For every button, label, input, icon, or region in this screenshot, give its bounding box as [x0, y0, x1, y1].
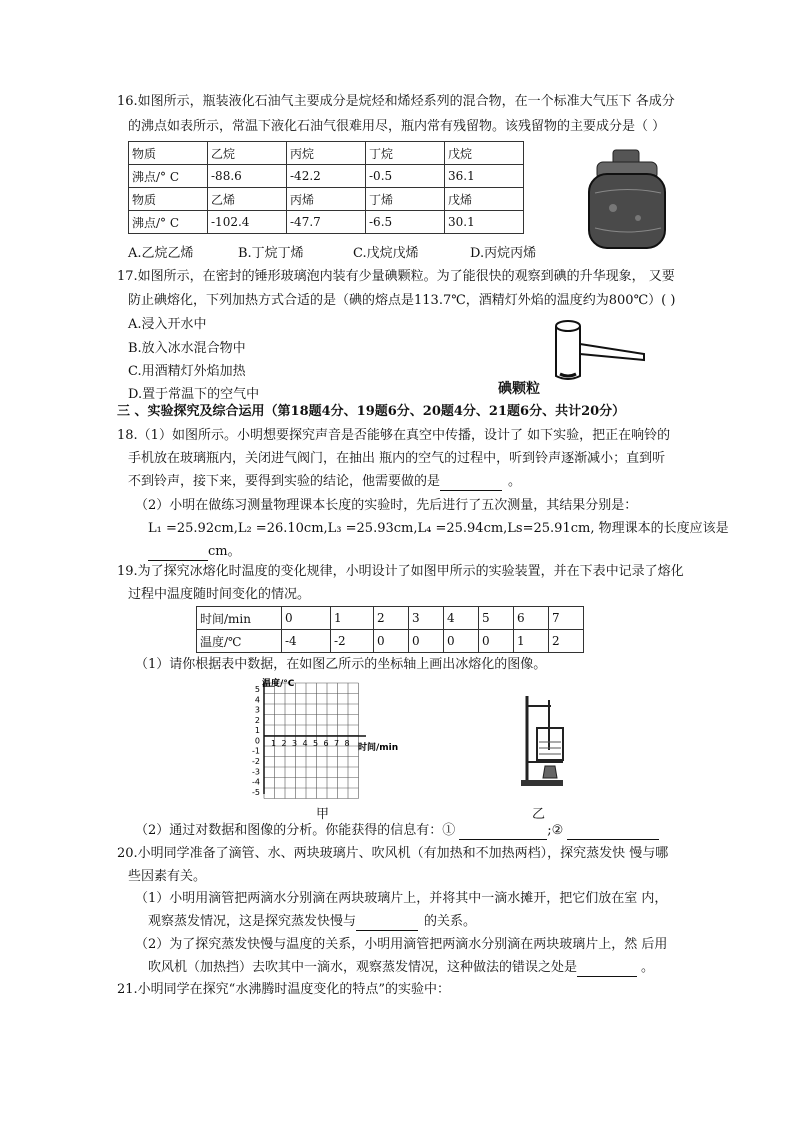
table-cell: 36.1 [445, 165, 524, 188]
table-cell: 物质 [129, 142, 208, 165]
q18-line3-end: 。 [508, 474, 522, 489]
table-cell: 1 [331, 607, 374, 630]
y-tick-label: 4 [254, 695, 260, 705]
table-cell: 0 [374, 630, 409, 653]
table-cell: 4 [444, 607, 479, 630]
table-cell: -88.6 [208, 165, 287, 188]
table-cell: -102.4 [208, 211, 287, 234]
gas-cylinder-image [583, 148, 673, 256]
table-cell: 3 [409, 607, 444, 630]
q20-part1-end: 的关系。 [424, 914, 477, 929]
answer-blank[interactable] [567, 839, 659, 840]
iodine-bulb-image [540, 318, 650, 384]
q19-part2 [135, 822, 659, 840]
q16-line2: 的沸点如表所示，常温下液化石油气很难用尽，瓶内常有残留物。该残留物的主要成分是（ ） [128, 119, 666, 134]
q20-part2-line1: （2）为了探究蒸发快慢与温度的关系，小明用滴管把两滴水分别滴在两块玻璃片上，然 后用 [135, 937, 668, 952]
table-cell: 0 [479, 630, 514, 653]
answer-blank[interactable] [440, 490, 502, 491]
answer-blank[interactable] [459, 839, 547, 840]
iodine-label: 碘颗粒 [498, 381, 540, 397]
table-cell: 乙烷 [208, 142, 287, 165]
q16-option-d: D.丙烷丙烯 [470, 246, 537, 261]
q18-unit: cm。 [208, 544, 241, 559]
q20-part1-line2 [148, 913, 476, 931]
y-tick-label: 5 [254, 685, 260, 694]
q19-part2-sep: ;② [547, 823, 564, 838]
table-cell: 0 [282, 607, 331, 630]
answer-blank[interactable] [148, 560, 208, 561]
x-tick-label: 2 [281, 739, 287, 748]
y-tick-label: -1 [252, 746, 260, 756]
x-tick-label: 3 [291, 739, 298, 748]
q16-option-b: B.丁烷丁烯 [238, 246, 304, 261]
boiling-point-table [128, 141, 524, 234]
table-cell: 0 [444, 630, 479, 653]
graph-x-label: 时间/min [358, 743, 399, 753]
q18-part2-line2: L₁ =25.92cm,L₂ =26.10cm,L₃ =25.93cm,L₄ =25.94cm,Ls=25.91cm, 物理课本的长度应该是 [148, 521, 729, 536]
table-cell: 戊烷 [445, 142, 524, 165]
q20-part2-text: 吹风机（加热挡）去吹其中一滴水，观察蒸发情况，这种做法的错误之处是 [148, 960, 578, 975]
q18-part2-line1: （2）小明在做练习测量物理课本长度的实验时，先后进行了五次测量，其结果分别是： [135, 498, 638, 513]
graph-y-label: 温度/°C [262, 679, 295, 689]
melting-apparatus-image [515, 692, 575, 788]
q20-part2-line2 [148, 959, 654, 977]
y-tick-label: 1 [254, 726, 260, 736]
table-cell: 丙烷 [287, 142, 366, 165]
table-row [129, 211, 524, 234]
q17-line1: 17.如图所示，在密封的锤形玻璃泡内装有少量碘颗粒。为了能很快的观察到碘的升华现象， 又要 [117, 269, 675, 284]
x-tick-label: 7 [333, 739, 340, 748]
q19-line2: 过程中温度随时间变化的情况。 [128, 587, 311, 602]
q16-option-c: C.戊烷戊烯 [353, 246, 419, 261]
table-header: 时间/min [197, 607, 282, 630]
table-cell: -2 [331, 630, 374, 653]
table-cell: 丁烷 [366, 142, 445, 165]
q20-part1-text: 观察蒸发情况，这是探究蒸发快慢与 [148, 914, 357, 929]
q17-option-d: D.置于常温下的空气中 [128, 387, 260, 402]
table-row [129, 142, 524, 165]
table-cell: 5 [479, 607, 514, 630]
y-tick-label: -5 [252, 787, 260, 797]
table-header: 温度/℃ [197, 630, 282, 653]
y-tick-label: -3 [252, 767, 260, 777]
table-cell: -4 [282, 630, 331, 653]
table-cell: 2 [374, 607, 409, 630]
caption-yi: 乙 [532, 807, 546, 822]
q17-line2: 防止碘熔化，下列加热方式合适的是（碘的熔点是113.7℃，酒精灯外焰的温度约为800℃）( ) [128, 293, 676, 308]
table-cell: 1 [514, 630, 549, 653]
y-tick-label: -4 [252, 777, 260, 787]
table-row [197, 630, 584, 653]
table-cell: 2 [549, 630, 584, 653]
melting-table [196, 606, 584, 653]
table-cell: -47.7 [287, 211, 366, 234]
table-cell: 30.1 [445, 211, 524, 234]
table-row [129, 165, 524, 188]
x-tick-label: 5 [312, 739, 319, 748]
table-cell: 7 [549, 607, 584, 630]
q16-option-a: A.乙烷乙烯 [128, 246, 194, 261]
table-cell: 沸点/° C [129, 165, 208, 188]
answer-blank[interactable] [577, 976, 637, 977]
q17-option-c: C.用酒精灯外焰加热 [128, 364, 246, 379]
temperature-time-grid [248, 676, 408, 800]
q19-part2-text: （2）通过对数据和图像的分析。你能获得的信息有：① [135, 823, 456, 838]
y-tick-label: 0 [254, 736, 260, 746]
x-tick-label: 1 [270, 739, 277, 748]
table-cell: -6.5 [366, 211, 445, 234]
table-cell: 丁烯 [366, 188, 445, 211]
q20-line1: 20.小明同学准备了滴管、水、两块玻璃片、吹风机（有加热和不加热两档），探究蒸发快 慢与哪 [117, 846, 669, 861]
answer-blank[interactable] [356, 930, 418, 931]
section-3-heading: 三 、实验探究及综合运用（第18题4分、19题6分、20题4分、21题6分、共计20分） [117, 404, 626, 419]
q18-part2-line3 [148, 543, 241, 561]
table-cell: -42.2 [287, 165, 366, 188]
q20-part1-line1: （1）小明用滴管把两滴水分别滴在两块玻璃片上，并将其中一滴水摊开，把它们放在室 内， [135, 891, 668, 906]
x-tick-label: 4 [302, 739, 308, 748]
table-cell: -0.5 [366, 165, 445, 188]
x-tick-label: 8 [344, 739, 350, 748]
q20-part2-end: 。 [641, 960, 655, 975]
q18-line1: 18.（1）如图所示。小明想要探究声音是否能够在真空中传播，设计了 如下实验，把正在响铃的 [117, 428, 671, 443]
table-cell: 0 [409, 630, 444, 653]
q18-line3 [128, 473, 521, 491]
table-cell: 乙烯 [208, 188, 287, 211]
q20-line2: 些因素有关。 [128, 869, 207, 884]
table-cell: 物质 [129, 188, 208, 211]
q19-line1: 19.为了探究冰熔化时温度的变化规律，小明设计了如图甲所示的实验装置，并在下表中记录了熔化 [117, 564, 684, 579]
y-tick-label: -2 [252, 757, 260, 767]
y-tick-label: 2 [254, 715, 260, 725]
y-tick-label: 3 [254, 705, 260, 715]
table-cell: 沸点/° C [129, 211, 208, 234]
table-cell: 6 [514, 607, 549, 630]
caption-jia: 甲 [316, 807, 330, 822]
x-tick-label: 6 [323, 739, 329, 748]
q19-part1: （1）请你根据表中数据，在如图乙所示的坐标轴上画出冰熔化的图像。 [135, 657, 547, 672]
q17-option-b: B.放入冰水混合物中 [128, 341, 246, 356]
table-cell: 丙烯 [287, 188, 366, 211]
table-row [129, 188, 524, 211]
q16-line1: 16.如图所示，瓶装液化石油气主要成分是烷烃和烯烃系列的混合物，在一个标准大气压下 各成分 [117, 94, 675, 109]
q18-line3-text: 不到铃声，接下来，要得到实验的结论，他需要做的是 [128, 474, 441, 489]
q21-line1: 21.小明同学在探究“水沸腾时温度变化的特点”的实验中： [117, 982, 450, 997]
q18-line2: 手机放在玻璃瓶内，关闭进气阀门，在抽出 瓶内的空气的过程中，听到铃声逐渐减小；直到听 [128, 451, 666, 466]
table-row [197, 607, 584, 630]
table-cell: 戊烯 [445, 188, 524, 211]
q17-option-a: A.浸入开水中 [128, 317, 207, 332]
